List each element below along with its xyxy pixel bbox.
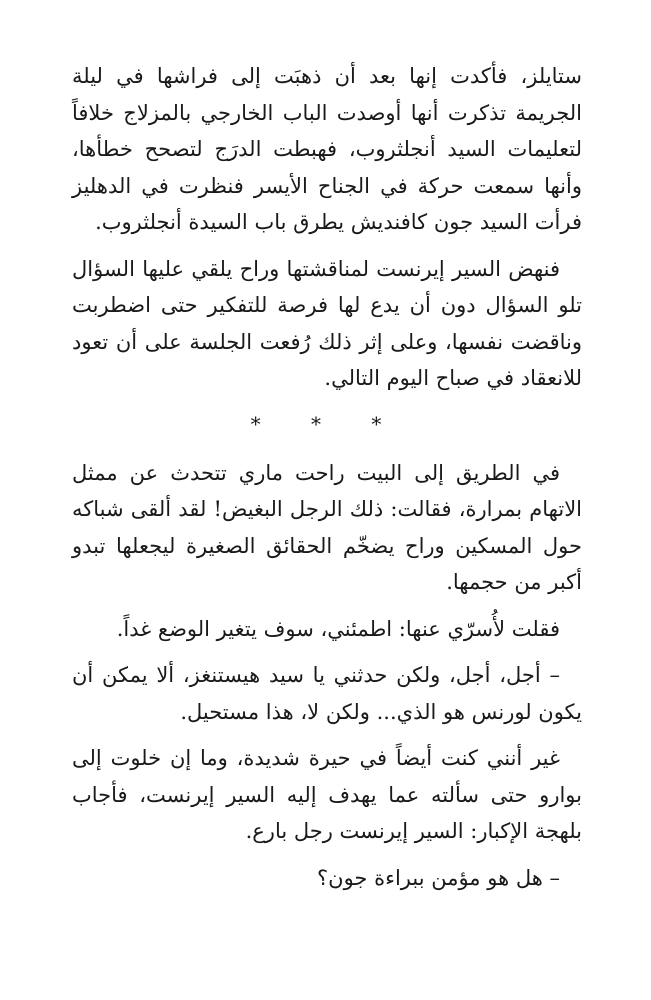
section-separator: * * * (250, 411, 404, 436)
book-page (72, 58, 582, 906)
paragraph-poirot: غير أنني كنت أيضاً في حيرة شديدة، وما إن خلوت إلى بوارو حتى سألته عما يهدف إليه السير إيرنست، فأجاب بلهجة الإكبار: السير إيرنست رجل بارع. (72, 746, 582, 843)
paragraph-testimony: ستايلز، فأكدت إنها بعد أن ذهبَت إلى فراشها في ليلة الجريمة تذكرت أنها أوصدت الباب الخارجي بالمزلاج خلافاً لتعليمات السيد أنجلثروب، فهبطت الدرَج لتصحح خطأها، وأنها سمعت حركة في الجناح الأيسر فنظرت في الدهليز فرأت السيد جون كافنديش يطرق باب السيدة أنجلثروب. (72, 64, 582, 234)
paragraph-question: – هل هو مؤمن ببراءة جون؟ (317, 865, 560, 890)
paragraph-dialogue-mary: – أجل، أجل، ولكن حدثني يا سيد هيستنغز، ألا يمكن أن يكون لورنس هو الذي... ولكن لا، هذا مستحيل. (72, 663, 582, 724)
paragraph-reassurance: فقلت لأُسرّي عنها: اطمئني، سوف يتغير الوضع غداً. (116, 616, 560, 641)
paragraph-way-home: في الطريق إلى البيت راحت ماري تتحدث عن ممثل الاتهام بمرارة، فقالت: ذلك الرجل البغيض! لقد ألقى شباكه حول المسكين وراح يضخّم الحقائق الصغيرة ليجعلها تبدو أكبر من حجمها. (72, 460, 582, 594)
paragraph-cross-examination: فنهض السير إيرنست لمناقشتها وراح يلقي عليها السؤال تلو السؤال دون أن يدع لها فرصة للتفكير حتى اضطربت وناقضت نفسها، وعلى إثر ذلك رُفعت الجلسة على أن تعود للانعقاد في صباح اليوم التالي. (72, 256, 582, 390)
